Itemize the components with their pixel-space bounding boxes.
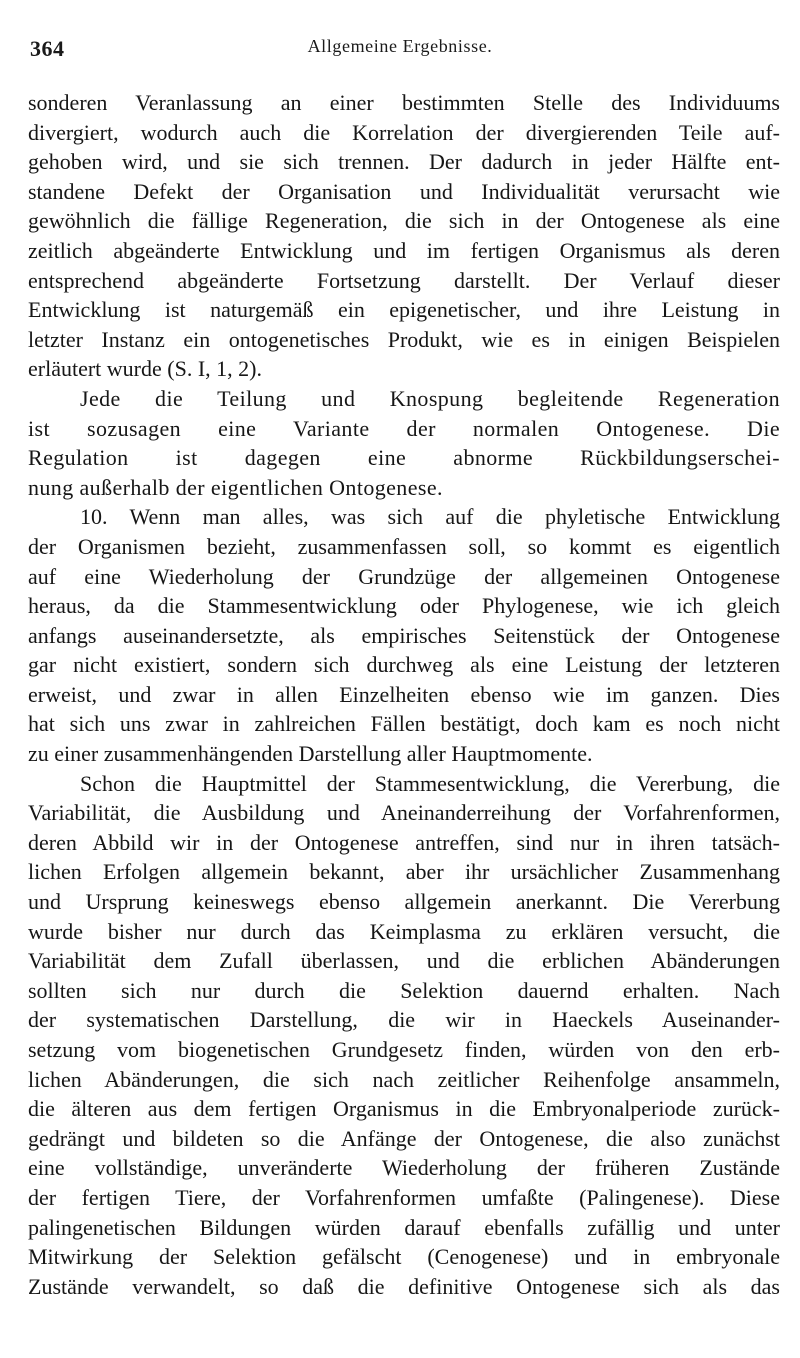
- text-line: lichen Erfolgen allgemein bekannt, aber ihr ursächlicher Zusammenhang: [28, 859, 780, 885]
- text-line: standene Defekt der Organisation und Individualität verursacht wie: [28, 178, 780, 204]
- text-line: gar nicht existiert, sondern sich durchweg als eine Leistung der letzteren: [28, 652, 780, 678]
- text-line: Zustände verwandelt, so daß die definitive Ontogenese sich als das: [28, 1273, 780, 1299]
- text-line: hat sich uns zwar in zahlreichen Fällen bestätigt, doch kam es noch nicht: [28, 711, 780, 737]
- text-line: anfangs auseinandersetzte, als empirisches Seitenstück der Ontogenese: [28, 622, 780, 648]
- text-line: Variabilität dem Zufall überlassen, und die erblichen Abänderungen: [28, 948, 780, 974]
- text-line: sonderen Veranlassung an einer bestimmten Stelle des Individuums: [28, 90, 780, 115]
- text-line: heraus, da die Stammesentwicklung oder Phylogenese, wie ich gleich: [28, 593, 780, 619]
- text-line: auf eine Wiederholung der Grundzüge der allgemeinen Ontogenese: [28, 563, 780, 589]
- text-line: palingenetischen Bildungen würden darauf ebenfalls zufällig und unter: [28, 1214, 780, 1240]
- body-text: [28, 88, 780, 1301]
- text-line: Regulation ist dagegen eine abnorme Rückbildungserschei-: [28, 445, 780, 471]
- text-line: der Organismen bezieht, zusammenfassen soll, so kommt es eigentlich: [28, 533, 780, 559]
- text-line: die älteren aus dem fertigen Organismus in die Embryonalperiode zurück-: [28, 1096, 780, 1122]
- text-line: zu einer zusammenhängenden Darstellung aller Hauptmomente.: [28, 741, 593, 767]
- text-line: 10. Wenn man alles, was sich auf die phyletische Entwicklung: [80, 504, 780, 530]
- text-line: entsprechend abgeänderte Fortsetzung darstellt. Der Verlauf dieser: [28, 267, 780, 293]
- text-line: Jede die Teilung und Knospung begleitende Regeneration: [80, 385, 780, 411]
- text-line: divergiert, wodurch auch die Korrelation der divergierenden Teile auf-: [28, 119, 780, 145]
- text-line: letzter Instanz ein ontogenetisches Produkt, wie es in einigen Beispielen: [28, 326, 780, 352]
- text-line: nung außerhalb der eigentlichen Ontogenese.: [28, 474, 443, 500]
- text-line: der systematischen Darstellung, die wir in Haeckels Auseinander-: [28, 1007, 780, 1033]
- text-line: gewöhnlich die fällige Regeneration, die sich in der Ontogenese als eine: [28, 208, 780, 234]
- text-line: und Ursprung keineswegs ebenso allgemein anerkannt. Die Vererbung: [28, 889, 780, 915]
- text-line: lichen Abänderungen, die sich nach zeitlicher Reihenfolge ansammeln,: [28, 1066, 780, 1092]
- text-line: wurde bisher nur durch das Keimplasma zu erklären versucht, die: [28, 918, 780, 944]
- text-line: Entwicklung ist naturgemäß ein epigenetischer, und ihre Leistung in: [28, 297, 780, 323]
- text-line: der fertigen Tiere, der Vorfahrenformen umfaßte (Palingenese). Diese: [28, 1184, 780, 1210]
- text-line: Schon die Hauptmittel der Stammesentwicklung, die Vererbung, die: [80, 770, 780, 796]
- text-line: sollten sich nur durch die Selektion dauernd erhalten. Nach: [28, 977, 780, 1003]
- text-line: gedrängt und bildeten so die Anfänge der Ontogenese, die also zunächst: [28, 1125, 780, 1151]
- text-line: Variabilität, die Ausbildung und Aneinanderreihung der Vorfahrenformen,: [28, 800, 780, 826]
- running-head: Allgemeine Ergebnisse.: [307, 36, 493, 56]
- text-line: erläutert wurde (S. I, 1, 2).: [28, 356, 262, 382]
- text-line: ist sozusagen eine Variante der normalen Ontogenese. Die: [28, 415, 780, 441]
- page-header: [30, 36, 770, 66]
- text-line: deren Abbild wir in der Ontogenese antreffen, sind nur in ihren tatsäch-: [28, 829, 780, 855]
- page-number: 364: [30, 36, 65, 61]
- text-line: eine vollständige, unveränderte Wiederholung der früheren Zustände: [28, 1155, 780, 1181]
- text-line: setzung vom biogenetischen Grundgesetz finden, würden von den erb-: [28, 1037, 780, 1062]
- text-line: Mitwirkung der Selektion gefälscht (Cenogenese) und in embryonale: [28, 1244, 780, 1270]
- text-line: zeitlich abgeänderte Entwicklung und im fertigen Organismus als deren: [28, 237, 780, 263]
- text-line: erweist, und zwar in allen Einzelheiten ebenso wie im ganzen. Dies: [28, 681, 780, 707]
- text-line: gehoben wird, und sie sich trennen. Der dadurch in jeder Hälfte ent-: [28, 149, 780, 175]
